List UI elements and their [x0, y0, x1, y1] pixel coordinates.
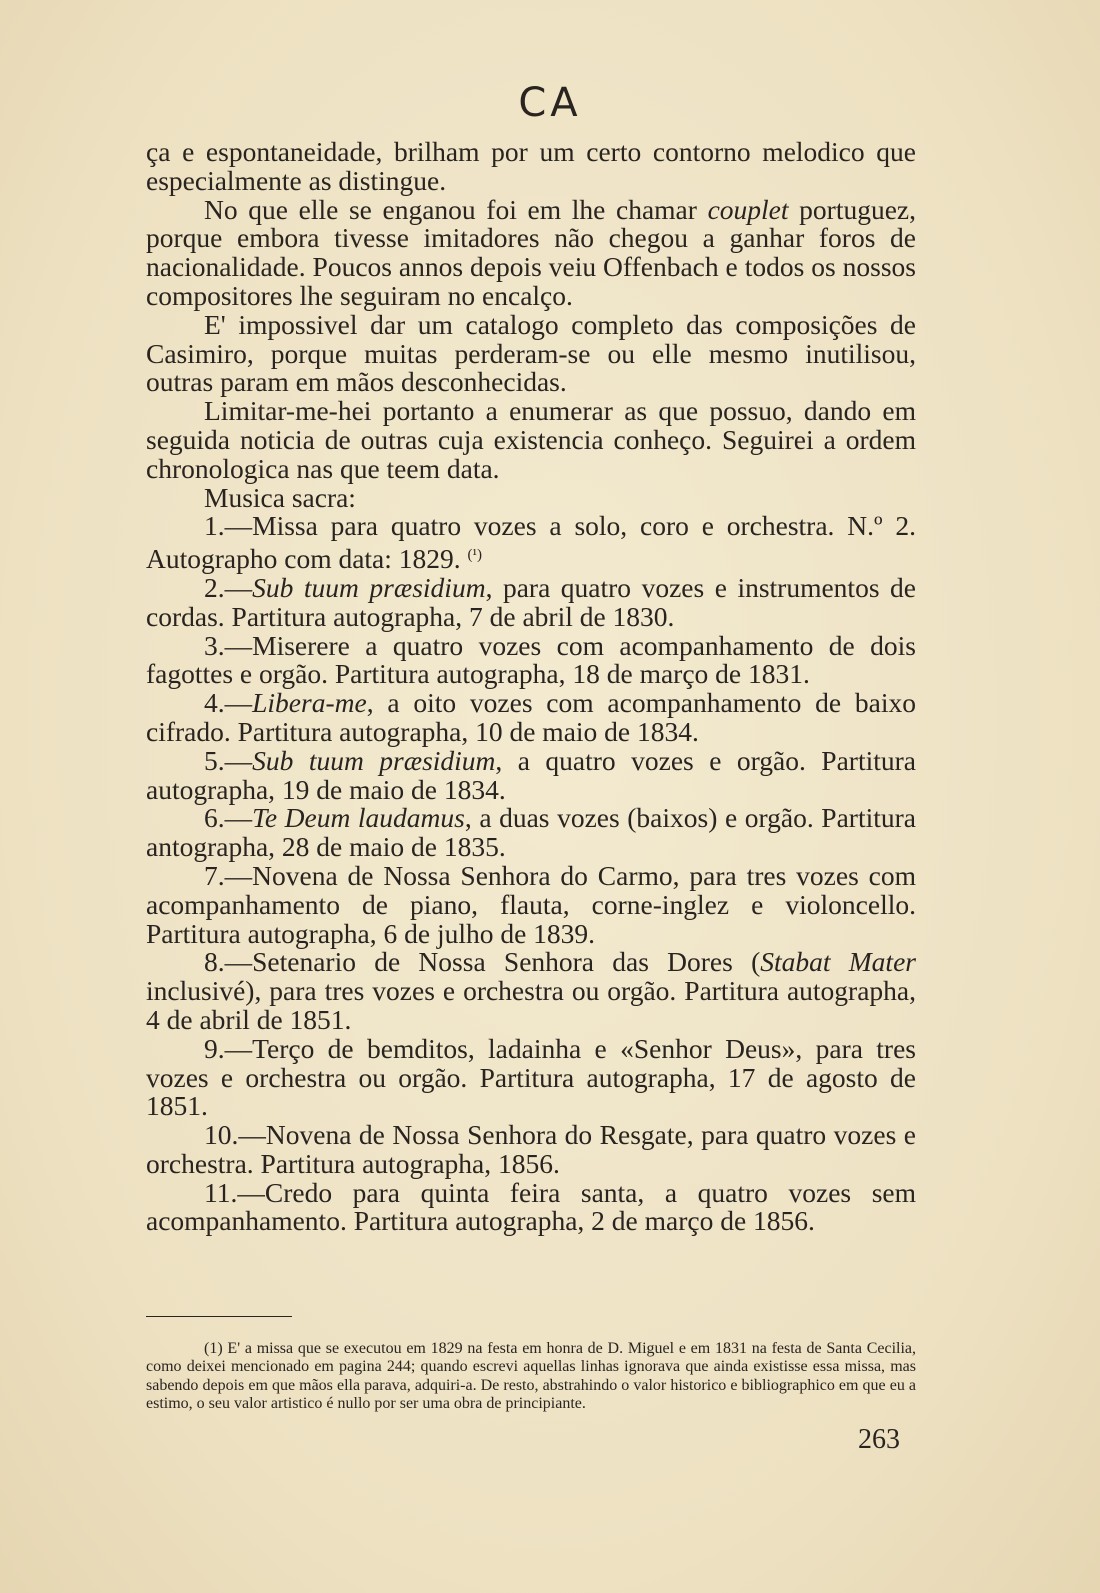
item-number: 7.—: [204, 859, 253, 891]
paragraph: Musica sacra:: [204, 481, 356, 513]
item-title: Te Deum laudamus: [252, 802, 465, 834]
item-number: 11.—: [204, 1176, 265, 1208]
list-item: [146, 1032, 916, 1122]
list-item: [146, 744, 916, 805]
italic-term: couplet: [707, 193, 789, 225]
item-number: 4.—: [204, 687, 253, 719]
paragraph: E' impossivel dar um catalogo completo das composições de Casimiro, porque muitas perderam-se ou elle mesmo inutilisou, outras param em mãos desconhecidas.: [146, 308, 916, 398]
footnote-divider: [146, 1316, 292, 1317]
footnote-mark: (1): [204, 1340, 223, 1357]
item-text: , a quatro vozes e orgão. Partitura autographa, 19 de maio de 1834.: [146, 744, 916, 805]
text-run: No que elle se enganou foi em lhe chamar: [204, 193, 708, 225]
item-number: 2.—: [204, 571, 253, 603]
footnote: [146, 1340, 916, 1414]
list-item: [146, 512, 916, 574]
list-item: [146, 1176, 916, 1237]
list-item: [146, 629, 916, 690]
list-item: [146, 859, 916, 949]
item-title: Sub tuum præsidium: [252, 571, 486, 603]
item-title: Stabat Mater: [760, 946, 916, 978]
list-item: [146, 948, 916, 1034]
item-number: 10.—: [204, 1119, 266, 1151]
item-number: 6.—: [204, 802, 253, 834]
text-run: portuguez, porque embora tivesse imitadores não chegou a ganhar foros de nacionalidade. Poucos annos depois veiu Offenbach e todos os nossos compositores lhe seguiram no encalço.: [146, 193, 916, 311]
item-title: Libera-me: [252, 687, 367, 719]
item-text: , a duas vozes (baixos) e orgão. Partitura antographa, 28 de maio de 1835.: [146, 802, 916, 863]
item-text: inclusivé), para tres vozes e orchestra ou orgão. Partitura autographa, 4 de abril de 1851.: [146, 975, 916, 1035]
item-text: Miserere a quatro vozes com acompanhamento de dois fagottes e orgão. Partitura autographa, 18 de março de 1831.: [146, 629, 916, 690]
paragraph: [146, 193, 916, 311]
item-number: 3.—: [204, 629, 253, 661]
item-text: Terço de bemditos, ladainha e «Senhor Deus», para tres vozes e orchestra ou orgão. Partitura autographa, 17 de agosto de 1851.: [146, 1032, 916, 1122]
footnote-text: E' a missa que se executou em 1829 na festa em honra de D. Miguel e em 1831 na festa de Santa Cecilia, como deixei mencionado em pagina 244; quando escrevi aquellas linhas ignorava que ainda existisse essa missa, mas sabendo depois em que mãos ella parava, adquiri-a. De resto, abstrahindo o valor historico e bibliographico em que eu a estimo, o seu valor artistico é nullo por ser uma obra de principiante.: [146, 1340, 917, 1413]
list-item: [146, 689, 916, 747]
item-number: 9.—: [204, 1032, 253, 1064]
item-text: , para quatro vozes e instrumentos de cordas. Partitura autographa, 7 de abril de 1830.: [146, 571, 916, 632]
list-item: [146, 1121, 916, 1179]
item-text: Missa para quatro vozes a solo, coro e orchestra. N.º 2. Autographo com data: 1829.: [146, 510, 916, 575]
item-number: 8.—: [204, 946, 253, 978]
footnotes: [146, 1340, 916, 1414]
item-text: Credo para quinta feira santa, a quatro vozes sem acompanhamento. Partitura autographa, 2 de março de 1856.: [146, 1176, 916, 1237]
item-number: 5.—: [204, 744, 253, 776]
item-number: 1.—: [204, 510, 253, 542]
item-text: Novena de Nossa Senhora do Carmo, para tres vozes com acompanhamento de piano, flauta, corne-inglez e violoncello. Partitura autographa, 6 de julho de 1839.: [146, 859, 916, 949]
page-number: 263: [858, 1424, 900, 1455]
item-text: , a oito vozes com acompanhamento de baixo cifrado. Partitura autographa, 10 de maio de 1834.: [146, 687, 916, 747]
item-title: Sub tuum præsidium: [252, 744, 496, 776]
list-item: [146, 804, 916, 862]
list-item: [146, 571, 916, 632]
main-text: [146, 138, 916, 1236]
paragraph: Limitar-me-hei portanto a enumerar as que possuo, dando em seguida noticia de outras cuja existencia conheço. Seguirei a ordem chronologica nas que teem data.: [146, 395, 916, 484]
running-head: CA: [518, 80, 582, 126]
item-text: Novena de Nossa Senhora do Resgate, para quatro vozes e orchestra. Partitura autographa, 1856.: [146, 1119, 916, 1179]
paragraph: ça e espontaneidade, brilham por um certo contorno melodico que especialmente as distingue.: [146, 136, 916, 196]
footnote-reference: (¹): [467, 547, 483, 564]
item-text: Setenario de Nossa Senhora das Dores (: [252, 946, 761, 978]
